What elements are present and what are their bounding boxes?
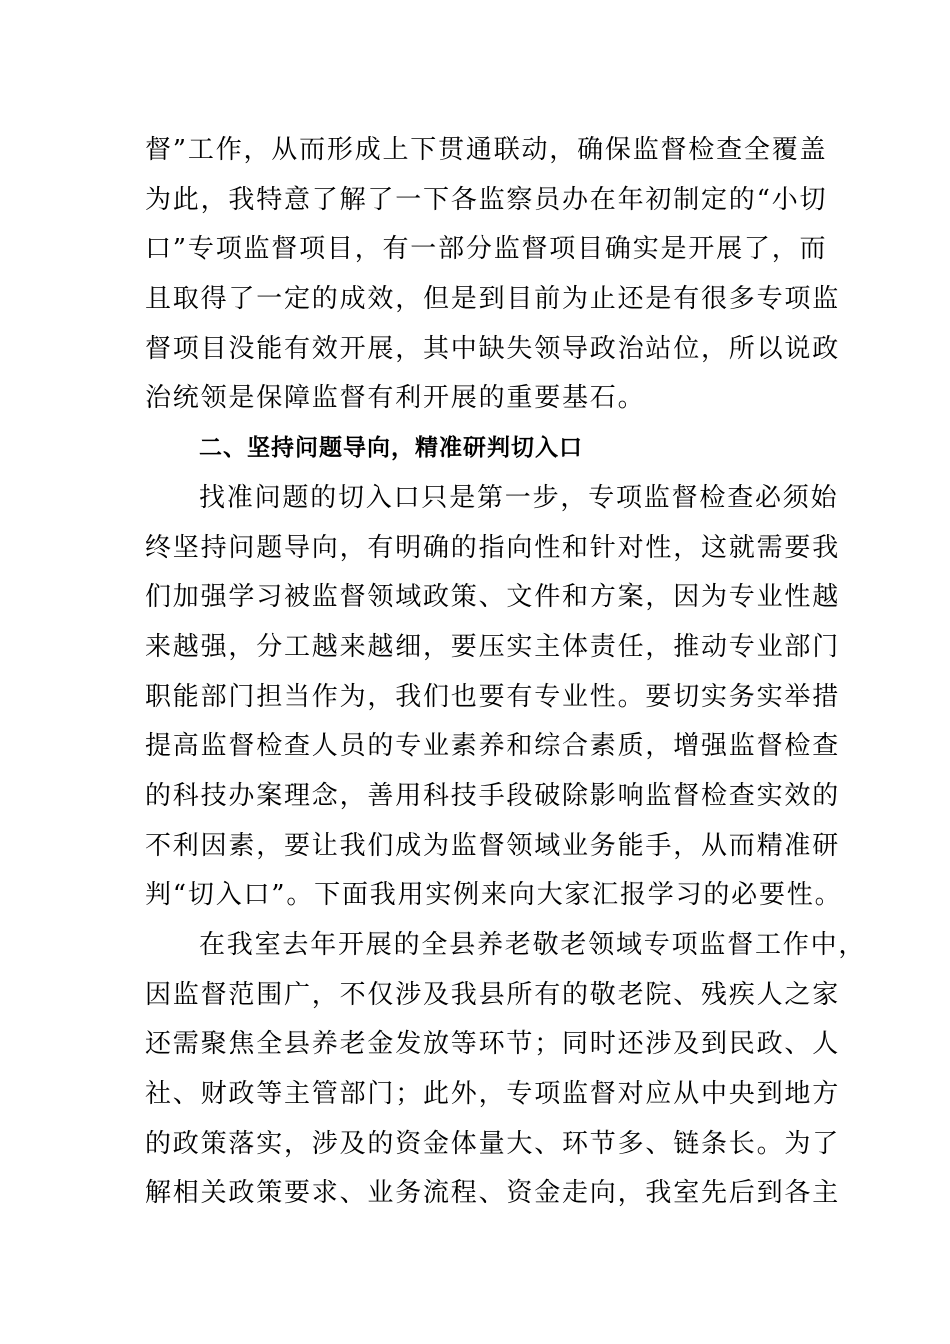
text-line: 判“切入口”。下面我用实例来向大家汇报学习的必要性。 <box>145 880 843 911</box>
text-line: 职能部门担当作为，我们也要有专业性。要切实务实举措 <box>145 681 841 712</box>
text-line: 的科技办案理念，善用科技手段破除影响监督检查实效的 <box>145 780 841 811</box>
text-line: 治统领是保障监督有利开展的重要基石。 <box>145 383 646 414</box>
text-line: 终坚持问题导向，有明确的指向性和针对性，这就需要我 <box>145 532 841 563</box>
text-line: 在我室去年开展的全县养老敬老领域专项监督工作中， <box>199 930 867 960</box>
text-line: 为此，我特意了解了一下各监察员办在年初制定的“小切 <box>145 184 828 215</box>
text-line: 不利因素，要让我们成为监督领域业务能手，从而精准研 <box>145 830 841 861</box>
section-heading: 二、坚持问题导向，精准研判切入口 <box>199 435 583 462</box>
document-body <box>145 126 867 1219</box>
text-line: 社、财政等主管部门；此外，专项监督对应从中央到地方 <box>145 1079 841 1110</box>
text-line: 们加强学习被监督领域政策、文件和方案，因为专业性越 <box>145 582 841 613</box>
text-line: 还需聚焦全县养老金发放等环节；同时还涉及到民政、人 <box>145 1029 841 1060</box>
text-line: 找准问题的切入口只是第一步，专项监督检查必须始 <box>199 482 839 513</box>
text-line: 因监督范围广，不仅涉及我县所有的敬老院、残疾人之家 <box>145 979 841 1010</box>
text-line: 解相关政策要求、业务流程、资金走向，我室先后到各主 <box>145 1178 841 1209</box>
text-line: 且取得了一定的成效，但是到目前为止还是有很多专项监 <box>145 284 841 315</box>
text-line: 提高监督检查人员的专业素养和综合素质，增强监督检查 <box>145 731 841 762</box>
text-line: 督”工作，从而形成上下贯通联动，确保监督检查全覆盖 <box>145 135 828 165</box>
text-line: 督项目没能有效开展，其中缺失领导政治站位，所以说政 <box>145 333 841 364</box>
text-line: 口”专项监督项目，有一部分监督项目确实是开展了，而 <box>145 234 828 265</box>
text-line: 的政策落实，涉及的资金体量大、环节多、链条长。为了 <box>145 1128 841 1159</box>
text-line: 来越强，分工越来越细，要压实主体责任，推动专业部门 <box>145 631 841 662</box>
